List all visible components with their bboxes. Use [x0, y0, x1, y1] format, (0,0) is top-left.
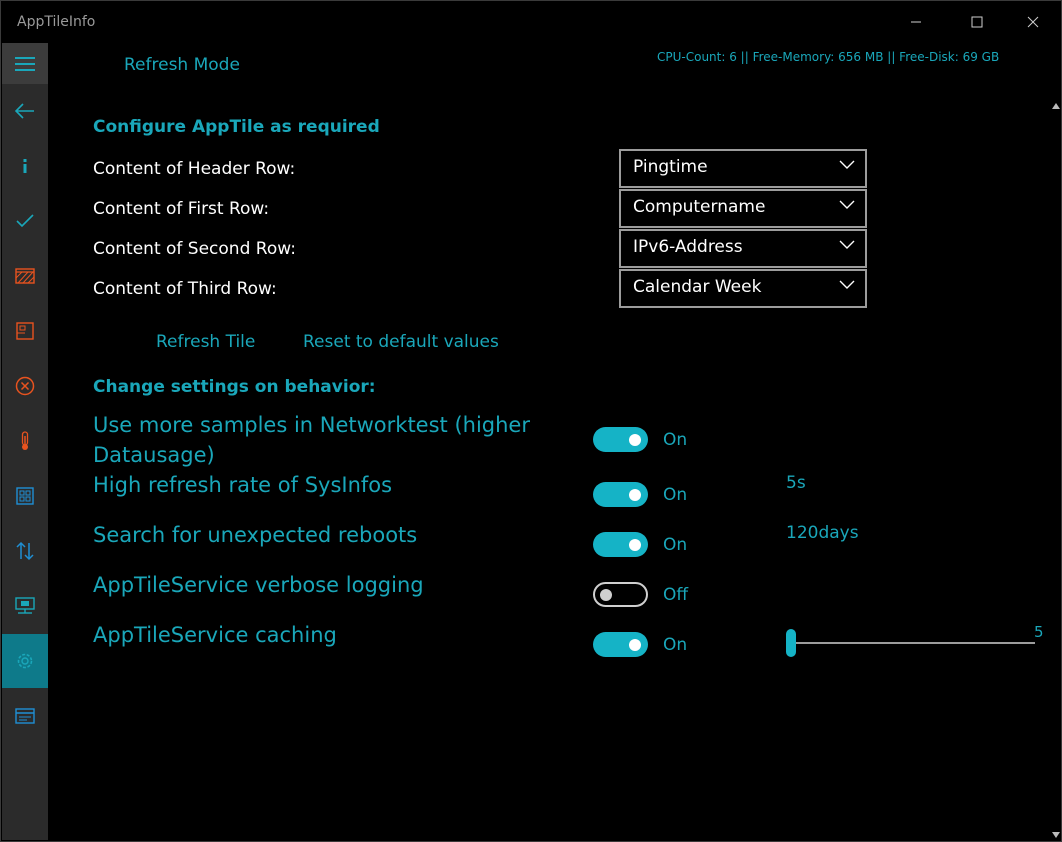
nav-item-settings[interactable] — [2, 634, 48, 688]
unexpected-reboots-state: On — [663, 535, 688, 555]
chevron-down-icon — [839, 160, 855, 170]
nav-item-network[interactable] — [2, 249, 48, 303]
maximize-icon — [971, 16, 983, 28]
nav-item-computer[interactable] — [2, 579, 48, 633]
nav-item-grid[interactable] — [2, 469, 48, 523]
refresh-rate-label: High refresh rate of SysInfos — [93, 473, 393, 497]
maximize-button[interactable] — [949, 1, 1005, 43]
chevron-down-icon — [839, 280, 855, 290]
verbose-logging-toggle[interactable] — [593, 582, 648, 607]
sidebar — [2, 43, 48, 840]
first-row-value: Computername — [633, 197, 766, 217]
third-row-select[interactable] — [619, 269, 867, 308]
settings-gear-icon — [15, 651, 35, 671]
first-row-label: Content of First Row: — [93, 199, 270, 219]
refresh-rate-toggle[interactable] — [593, 482, 648, 507]
refresh-rate-value: 5s — [786, 473, 806, 493]
caching-slider-value: 5 — [1034, 623, 1044, 641]
main-content — [49, 43, 1049, 840]
second-row-value: IPv6-Address — [633, 237, 743, 257]
toggle-knob — [629, 639, 641, 651]
nav-item-temperature[interactable] — [2, 414, 48, 468]
minimize-icon — [910, 16, 922, 28]
networktest-samples-toggle[interactable] — [593, 427, 648, 452]
hamburger-icon — [15, 57, 35, 71]
nav-item-transfer[interactable] — [2, 524, 48, 578]
thermometer-icon — [20, 431, 30, 451]
toggle-knob — [629, 434, 641, 446]
tile-icon — [16, 322, 34, 340]
nav-item-tile[interactable] — [2, 304, 48, 358]
caching-label: AppTileService caching — [93, 623, 337, 647]
third-row-value: Calendar Week — [633, 277, 762, 297]
nav-item-card[interactable] — [2, 689, 48, 743]
toggle-knob — [629, 489, 641, 501]
app-title: AppTileInfo — [17, 14, 96, 30]
unexpected-reboots-toggle[interactable] — [593, 532, 648, 557]
card-icon — [15, 708, 35, 724]
unexpected-reboots-label: Search for unexpected reboots — [93, 523, 418, 547]
reset-defaults-button[interactable]: Reset to default values — [303, 332, 499, 352]
checkmark-icon — [16, 214, 34, 228]
grid-icon — [16, 487, 34, 505]
network-hatch-icon — [15, 268, 35, 284]
caching-slider-thumb[interactable] — [786, 629, 796, 657]
caching-state: On — [663, 635, 688, 655]
verbose-logging-label: AppTileService verbose logging — [93, 573, 424, 597]
caching-toggle[interactable] — [593, 632, 648, 657]
configure-section-title: Configure AppTile as required — [93, 117, 380, 137]
nav-item-check[interactable] — [2, 194, 48, 248]
nav-item-cancel[interactable] — [2, 359, 48, 413]
refresh-rate-state: On — [663, 485, 688, 505]
toggle-knob — [629, 539, 641, 551]
header-row-value: Pingtime — [633, 157, 708, 177]
second-row-select[interactable] — [619, 229, 867, 268]
chevron-down-icon — [839, 240, 855, 250]
nav-item-back[interactable] — [2, 84, 48, 138]
refresh-mode-button[interactable]: Refresh Mode — [124, 55, 240, 75]
first-row-select[interactable] — [619, 189, 867, 228]
minimize-button[interactable] — [888, 1, 944, 43]
close-icon — [1027, 16, 1039, 28]
caching-slider-track[interactable] — [791, 642, 1035, 644]
vertical-scrollbar[interactable] — [1051, 101, 1060, 839]
info-icon — [21, 158, 29, 174]
chevron-down-icon — [839, 200, 855, 210]
third-row-label: Content of Third Row: — [93, 279, 277, 299]
nav-item-info[interactable] — [2, 139, 48, 193]
hamburger-menu-button[interactable] — [2, 43, 48, 84]
verbose-logging-state: Off — [663, 585, 689, 605]
header-row-select[interactable] — [619, 149, 867, 188]
back-arrow-icon — [15, 103, 35, 119]
toggle-knob — [600, 589, 612, 601]
networktest-samples-state: On — [663, 430, 688, 450]
behavior-section-title: Change settings on behavior: — [93, 377, 376, 397]
second-row-label: Content of Second Row: — [93, 239, 296, 259]
scroll-down-arrow-icon[interactable] — [1051, 830, 1060, 839]
system-info-text: CPU-Count: 6 || Free-Memory: 656 MB || Free-Disk: 69 GB — [657, 50, 1000, 64]
cancel-circle-icon — [15, 376, 35, 396]
transfer-arrows-icon — [15, 541, 35, 561]
close-button[interactable] — [1005, 1, 1061, 43]
title-bar — [1, 1, 1061, 43]
scroll-up-arrow-icon[interactable] — [1051, 101, 1060, 110]
reboots-days-value: 120days — [786, 523, 859, 543]
header-row-label: Content of Header Row: — [93, 159, 296, 179]
networktest-samples-label: Use more samples in Networktest (higher Datausage) — [93, 413, 530, 467]
computer-icon — [15, 597, 35, 615]
refresh-tile-button[interactable]: Refresh Tile — [156, 332, 256, 352]
